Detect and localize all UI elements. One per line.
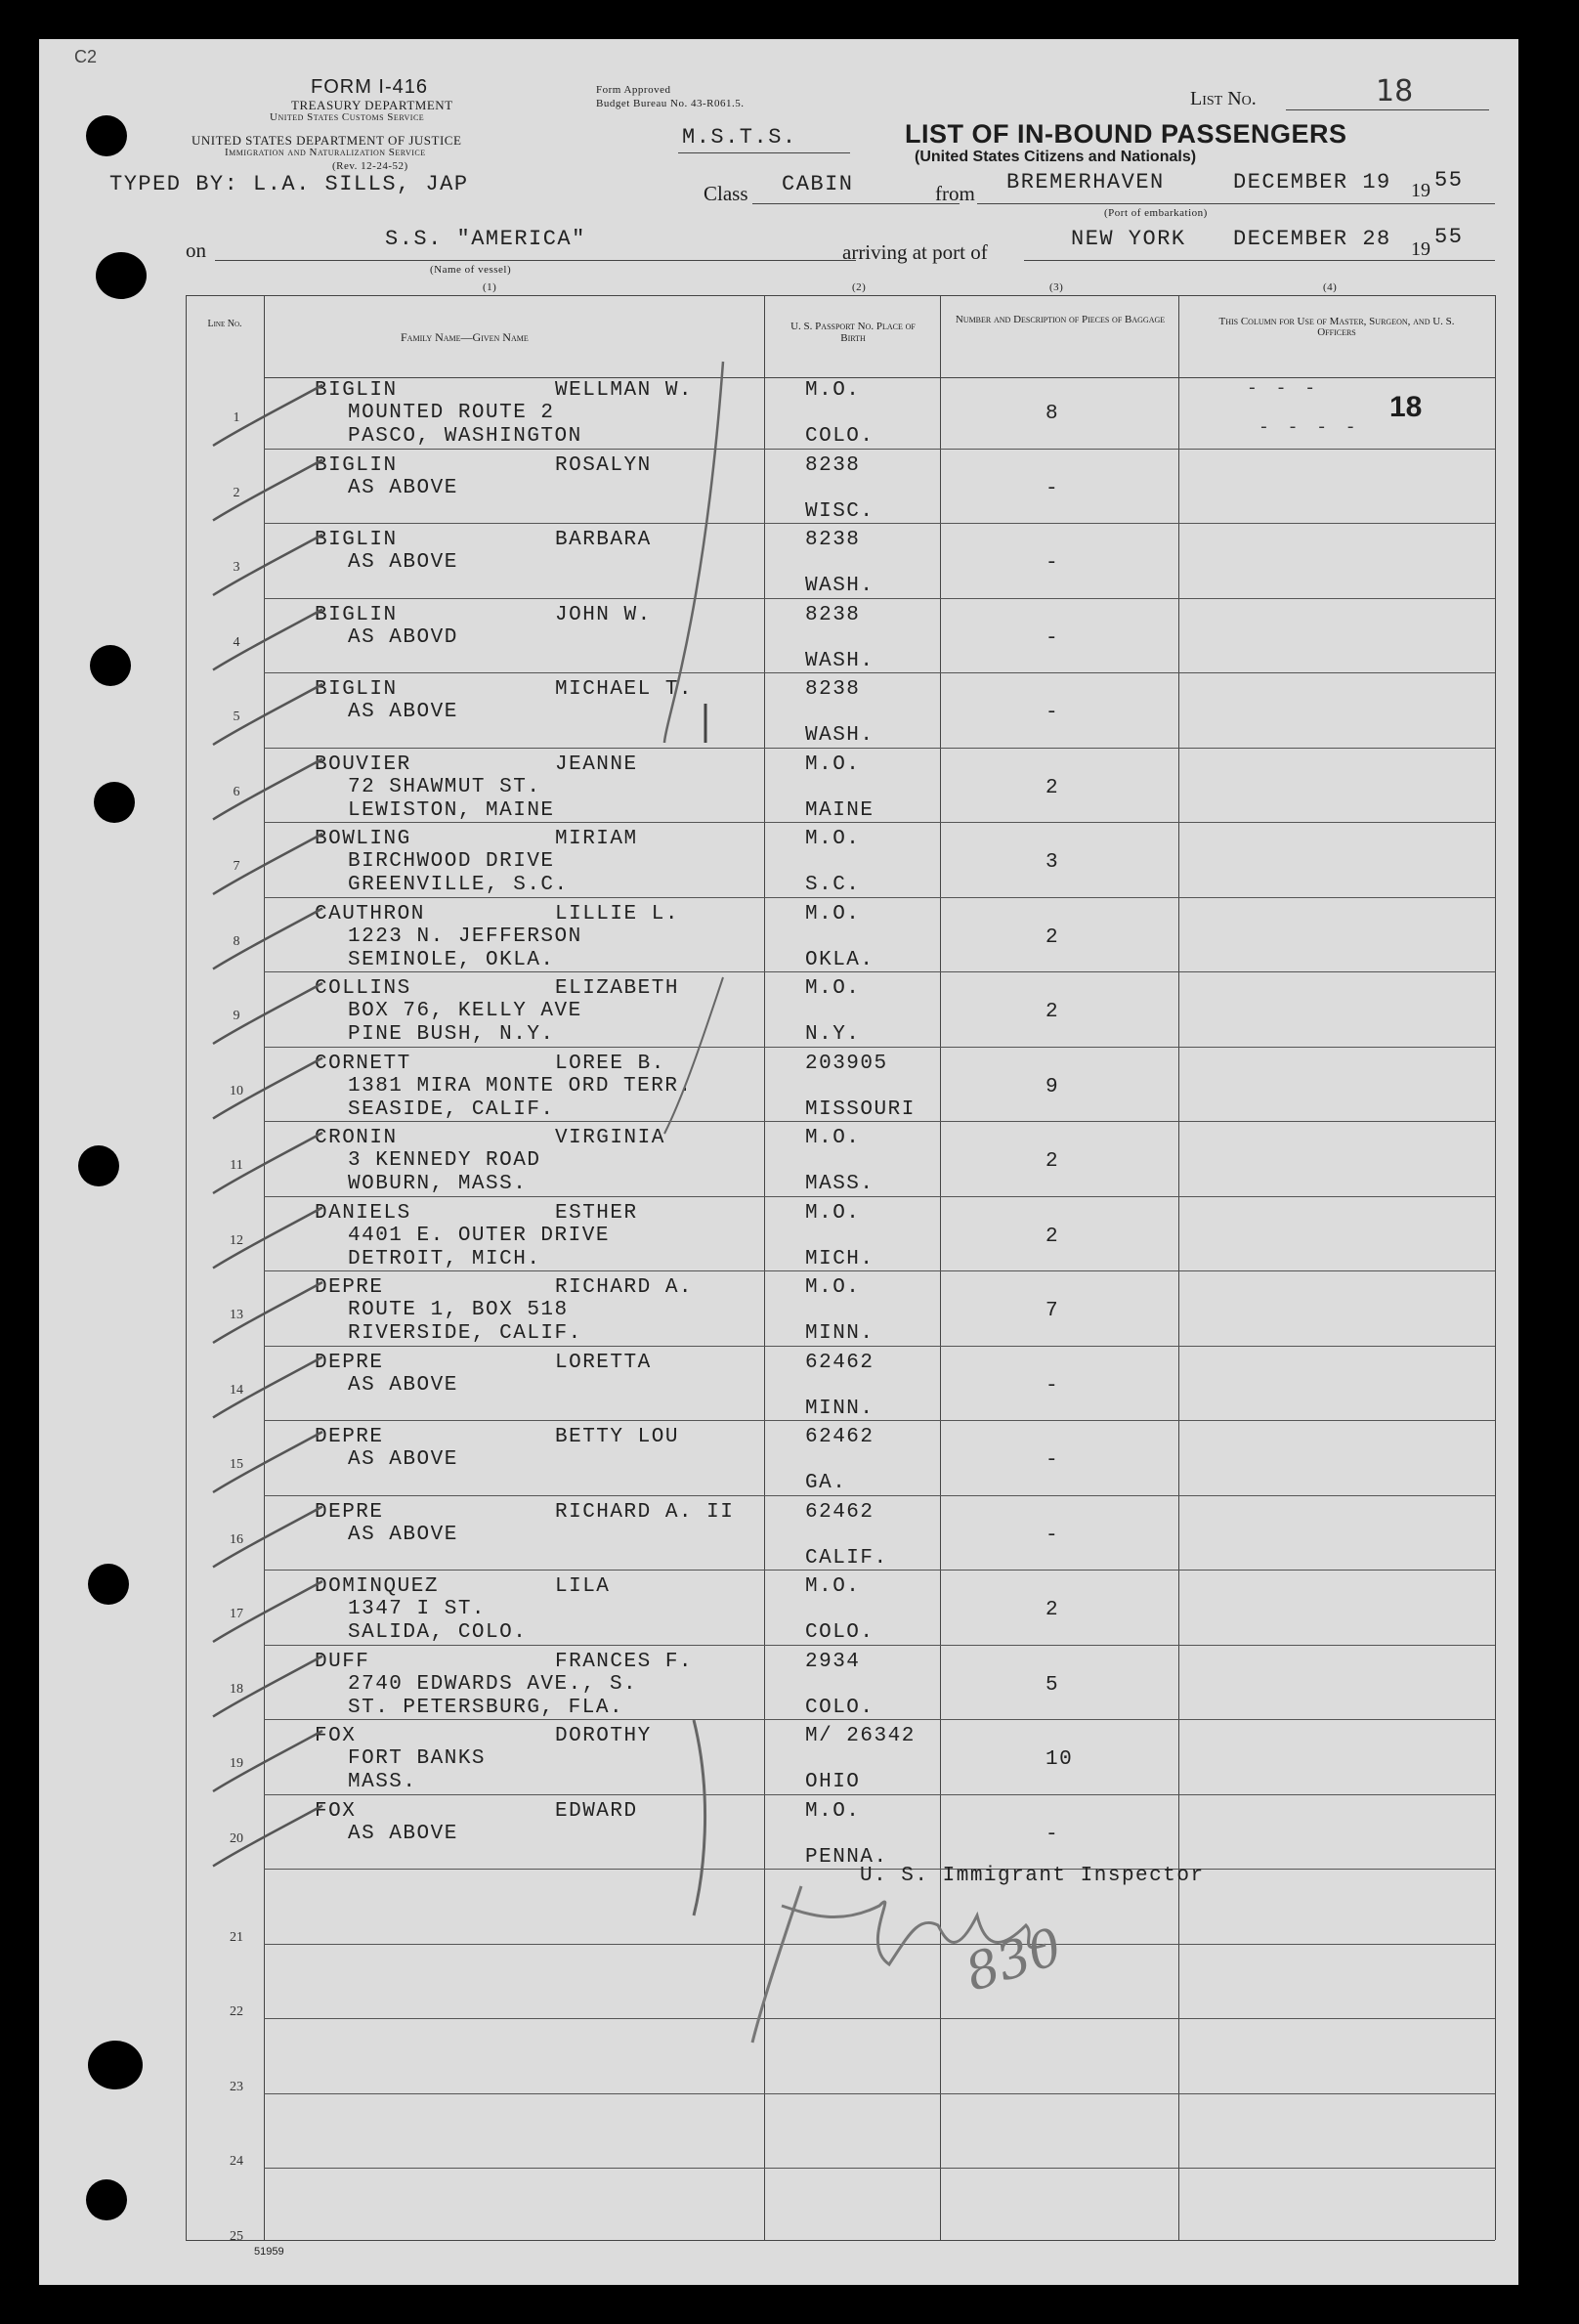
place-of-birth: N.Y. [805, 1023, 861, 1046]
line-number: 25 [230, 2228, 243, 2244]
family-name: DANIELS [315, 1201, 411, 1225]
vessel-label: (Name of vessel) [430, 264, 512, 276]
arrive-year-prefix: 19 [1411, 238, 1430, 260]
line-number: 3 [233, 560, 240, 576]
given-name: ESTHER [555, 1201, 638, 1225]
passport-number: M.O. [805, 828, 861, 850]
baggage-count: - [1046, 702, 1060, 724]
address-line-2: LEWISTON, MAINE [348, 798, 555, 822]
line-number: 16 [230, 1531, 243, 1547]
line-number: 23 [230, 2079, 243, 2094]
place-of-birth: COLO. [805, 1696, 875, 1719]
given-name: MIRIAM [555, 828, 638, 850]
header-passport: U. S. Passport No. Place of Birth [790, 321, 916, 344]
line-number: 7 [233, 859, 240, 875]
table-row [39, 1125, 1518, 1200]
line-number: 15 [230, 1457, 243, 1473]
given-name: LILA [555, 1575, 611, 1598]
address-line-1: AS ABOVE [348, 1523, 458, 1546]
passport-number: 8238 [805, 603, 861, 626]
baggage-count: - [1046, 1374, 1060, 1398]
address-line-1: AS ABOVE [348, 1448, 458, 1471]
address-line-2: SEMINOLE, OKLA. [348, 948, 555, 971]
address-line-1: 3 KENNEDY ROAD [348, 1149, 541, 1172]
line-number: 2 [233, 485, 240, 500]
address-line-2: PINE BUSH, N.Y. [348, 1023, 555, 1046]
address-line-1: 72 SHAWMUT ST. [348, 775, 541, 798]
line-number: 20 [230, 1830, 243, 1846]
table-row [39, 527, 1518, 602]
line-number: 19 [230, 1756, 243, 1772]
family-name: BIGLIN [315, 678, 398, 701]
given-name: WELLMAN W. [555, 379, 694, 402]
baggage-count: 2 [1046, 925, 1060, 949]
list-number: 18 [1376, 74, 1414, 108]
address-line-1: FORT BANKS [348, 1747, 487, 1770]
given-name: VIRGINIA [555, 1127, 665, 1149]
ins-service: Immigration and Naturalization Service [225, 147, 426, 158]
address-line-2: ST. PETERSBURG, FLA. [348, 1696, 624, 1719]
header-baggage: Number and Description of Pieces of Baggage [955, 314, 1166, 325]
address-line-1: AS ABOVE [348, 1373, 458, 1397]
table-row [39, 452, 1518, 528]
table-row [39, 1051, 1518, 1126]
port-embarkation-label: (Port of embarkation) [1104, 207, 1208, 219]
passport-number: 62462 [805, 1351, 875, 1374]
line-number: 12 [230, 1232, 243, 1248]
passport-number: 62462 [805, 1500, 875, 1524]
msts-label: M.S.T.S. [682, 125, 797, 150]
handwritten-number: 830 [959, 1917, 1070, 2003]
address-line-2: WOBURN, MASS. [348, 1173, 528, 1195]
on-label: on [186, 238, 206, 262]
baggage-count: 9 [1046, 1075, 1060, 1098]
address-line-2: GREENVILLE, S.C. [348, 874, 569, 896]
line-number: 24 [230, 2154, 243, 2169]
baggage-count: - [1046, 1449, 1060, 1472]
address-line-1: ROUTE 1, BOX 518 [348, 1299, 569, 1321]
address-line-1: MOUNTED ROUTE 2 [348, 402, 555, 424]
address-line-1: 2740 EDWARDS AVE., S. [348, 1672, 638, 1696]
family-name: BIGLIN [315, 529, 398, 551]
place-of-birth: PENNA. [805, 1845, 888, 1869]
address-line-1: AS ABOVE [348, 701, 458, 723]
family-name: FOX [315, 1725, 357, 1747]
family-name: DEPRE [315, 1351, 384, 1374]
from-year-prefix: 19 [1411, 180, 1430, 201]
punch-hole [96, 252, 147, 299]
table-row [39, 1649, 1518, 1724]
from-date: DECEMBER 19 [1233, 170, 1391, 194]
address-line-2: MASS. [348, 1771, 417, 1793]
family-name: BOWLING [315, 828, 411, 850]
officer-dashes: - - - [1247, 379, 1320, 399]
empty-row [39, 2022, 1518, 2097]
line-number: 14 [230, 1382, 243, 1398]
line-number: 17 [230, 1607, 243, 1622]
justice-dept: UNITED STATES DEPARTMENT OF JUSTICE [192, 133, 462, 148]
table-row [39, 1798, 1518, 1873]
baggage-count: 5 [1046, 1673, 1060, 1697]
table-row [39, 1424, 1518, 1499]
given-name: BETTY LOU [555, 1426, 679, 1448]
officer-note: 18 [1389, 391, 1423, 423]
family-name: CRONIN [315, 1127, 398, 1149]
baggage-count: 2 [1046, 1001, 1060, 1023]
family-name: DEPRE [315, 1276, 384, 1299]
passport-number: M.O. [805, 1127, 861, 1149]
line-number: 10 [230, 1083, 243, 1098]
baggage-count: 2 [1046, 776, 1060, 799]
given-name: BARBARA [555, 529, 652, 551]
line-number: 6 [233, 784, 240, 799]
empty-row [39, 2097, 1518, 2173]
table-row [39, 1573, 1518, 1649]
given-name: EDWARD [555, 1799, 638, 1823]
header-name: Family Name—Given Name [401, 330, 529, 344]
place-of-birth: MICH. [805, 1247, 875, 1270]
col-number-2: (2) [852, 281, 867, 293]
passport-number: M.O. [805, 902, 861, 925]
form-revision: (Rev. 12-24-52) [332, 160, 408, 172]
line-number: 13 [230, 1308, 243, 1323]
passport-number: 8238 [805, 453, 861, 477]
passport-number: M.O. [805, 1201, 861, 1225]
given-name: RICHARD A. [555, 1276, 694, 1299]
place-of-birth: MISSOURI [805, 1097, 916, 1121]
place-of-birth: WISC. [805, 499, 875, 523]
passport-number: M.O. [805, 753, 861, 776]
family-name: DEPRE [315, 1426, 384, 1448]
place-of-birth: MAINE [805, 798, 875, 822]
given-name: JEANNE [555, 753, 638, 776]
address-line-2: SEASIDE, CALIF. [348, 1097, 555, 1121]
baggage-count: 10 [1046, 1748, 1074, 1771]
place-of-birth: CALIF. [805, 1546, 888, 1570]
col-number-3: (3) [1049, 281, 1064, 293]
table-row [39, 1723, 1518, 1798]
budget-bureau: Budget Bureau No. 43-R061.5. [596, 98, 745, 109]
document-subtitle: (United States Citizens and Nationals) [915, 149, 1197, 165]
place-of-birth: MINN. [805, 1397, 875, 1420]
empty-row [39, 1948, 1518, 2023]
passport-number: M.O. [805, 977, 861, 1000]
address-line-1: AS ABOVE [348, 1822, 458, 1845]
baggage-count: - [1046, 477, 1060, 500]
officer-dashes: - - - - [1259, 418, 1360, 438]
baggage-count: 2 [1046, 1599, 1060, 1621]
given-name: LOREE B. [555, 1052, 665, 1075]
address-line-1: 4401 E. OUTER DRIVE [348, 1224, 610, 1247]
passport-number: 203905 [805, 1052, 888, 1075]
line-number: 8 [233, 933, 240, 949]
address-line-2: DETROIT, MICH. [348, 1247, 541, 1270]
header-officers: This Column for Use of Master, Surgeon, and U. S. Officers [1218, 316, 1455, 338]
given-name: FRANCES F. [555, 1650, 694, 1673]
line-number: 5 [233, 710, 240, 725]
arrival-year: 55 [1434, 225, 1464, 249]
passport-number: M.O. [805, 1276, 861, 1299]
given-name: LILLIE L. [555, 902, 679, 925]
table-row [39, 1350, 1518, 1425]
baggage-count: - [1046, 1823, 1060, 1846]
baggage-count: - [1046, 552, 1060, 575]
line-number: 18 [230, 1681, 243, 1697]
address-line-1: AS ABOVE [348, 551, 458, 574]
typed-by: TYPED BY: L.A. SILLS, JAP [109, 172, 469, 196]
family-name: DOMINQUEZ [315, 1575, 439, 1598]
family-name: CAUTHRON [315, 902, 425, 925]
inspector-label: U. S. Immigrant Inspector [860, 1865, 1205, 1887]
table-row [39, 752, 1518, 827]
given-name: MICHAEL T. [555, 678, 694, 701]
address-line-1: AS ABOVD [348, 625, 458, 649]
empty-row [39, 2172, 1518, 2247]
given-name: ELIZABETH [555, 977, 679, 1000]
table-row [39, 1200, 1518, 1275]
baggage-count: 2 [1046, 1225, 1060, 1248]
passport-number: M.O. [805, 1799, 861, 1823]
family-name: CORNETT [315, 1052, 411, 1075]
passport-number: 2934 [805, 1650, 861, 1673]
col-number-1: (1) [483, 281, 497, 293]
vessel-name: S.S. "AMERICA" [385, 227, 586, 251]
given-name: ROSALYN [555, 453, 652, 477]
address-line-2: SALIDA, COLO. [348, 1621, 528, 1644]
table-row [39, 1274, 1518, 1350]
line-number: 22 [230, 2004, 243, 2019]
place-of-birth: WASH. [805, 724, 875, 747]
col-number-4: (4) [1323, 281, 1338, 293]
baggage-count: 8 [1046, 403, 1060, 425]
class-label: Class [704, 182, 748, 205]
arrival-date: DECEMBER 28 [1233, 227, 1391, 251]
document-title: LIST OF IN-BOUND PASSENGERS [905, 119, 1347, 149]
from-year: 55 [1434, 168, 1464, 193]
passport-number: 62462 [805, 1426, 875, 1448]
family-name: DEPRE [315, 1500, 384, 1524]
passport-number: 8238 [805, 529, 861, 551]
given-name: DOROTHY [555, 1725, 652, 1747]
empty-row [39, 1872, 1518, 1948]
treasury-dept: TREASURY DEPARTMENT [291, 98, 453, 112]
table-row [39, 826, 1518, 901]
arrival-port: NEW YORK [1071, 227, 1186, 251]
line-number: 11 [230, 1158, 243, 1174]
address-line-2: RIVERSIDE, CALIF. [348, 1322, 582, 1345]
from-label: from [935, 182, 975, 205]
address-line-1: 1223 N. JEFFERSON [348, 925, 582, 948]
family-name: BIGLIN [315, 379, 398, 402]
header-line-no: Line No. [207, 319, 242, 329]
address-line-2: PASCO, WASHINGTON [348, 425, 582, 448]
table-row [39, 901, 1518, 976]
passport-number: M/ 26342 [805, 1725, 916, 1747]
punch-hole [86, 115, 127, 156]
passport-number: 8238 [805, 678, 861, 701]
place-of-birth: COLO. [805, 425, 875, 448]
passport-number: M.O. [805, 1575, 861, 1598]
baggage-count: 2 [1046, 1150, 1060, 1173]
table-row [39, 676, 1518, 752]
table-row [39, 602, 1518, 677]
place-of-birth: OKLA. [805, 948, 875, 971]
given-name: LORETTA [555, 1351, 652, 1374]
baggage-count: - [1046, 626, 1060, 650]
footer-code: 51959 [254, 2246, 284, 2258]
table-row [39, 1499, 1518, 1574]
place-of-birth: WASH. [805, 649, 875, 672]
address-line-1: BIRCHWOOD DRIVE [348, 850, 555, 873]
corner-mark: C2 [74, 47, 98, 66]
line-number: 9 [233, 1009, 240, 1024]
place-of-birth: S.C. [805, 874, 861, 896]
address-line-1: BOX 76, KELLY AVE [348, 1000, 582, 1022]
family-name: BIGLIN [315, 453, 398, 477]
family-name: FOX [315, 1799, 357, 1823]
manifest-page [39, 39, 1518, 2285]
place-of-birth: GA. [805, 1472, 847, 1494]
baggage-count: - [1046, 1524, 1060, 1547]
place-of-birth: MASS. [805, 1173, 875, 1195]
passport-number: M.O. [805, 379, 861, 402]
line-number: 21 [230, 1929, 243, 1945]
form-approved: Form Approved [596, 84, 671, 96]
baggage-count: 7 [1046, 1300, 1060, 1322]
line-number: 4 [233, 634, 240, 650]
line-number: 1 [233, 410, 240, 426]
from-port: BREMERHAVEN [1006, 170, 1165, 194]
customs-service: United States Customs Service [270, 111, 425, 123]
baggage-count: 3 [1046, 851, 1060, 874]
list-no-label: List No. [1190, 88, 1257, 109]
address-line-1: AS ABOVE [348, 476, 458, 499]
family-name: DUFF [315, 1650, 370, 1673]
family-name: BOUVIER [315, 753, 411, 776]
family-name: COLLINS [315, 977, 411, 1000]
place-of-birth: WASH. [805, 575, 875, 597]
class-value: CABIN [782, 172, 854, 196]
place-of-birth: OHIO [805, 1771, 861, 1793]
place-of-birth: COLO. [805, 1621, 875, 1644]
family-name: BIGLIN [315, 603, 398, 626]
address-line-1: 1381 MIRA MONTE ORD TERR. [348, 1074, 693, 1097]
given-name: RICHARD A. II [555, 1500, 735, 1524]
table-row [39, 975, 1518, 1051]
arriving-label: arriving at port of [842, 240, 988, 264]
form-number: FORM I-416 [311, 76, 429, 98]
place-of-birth: MINN. [805, 1322, 875, 1345]
given-name: JOHN W. [555, 603, 652, 626]
address-line-1: 1347 I ST. [348, 1598, 487, 1620]
